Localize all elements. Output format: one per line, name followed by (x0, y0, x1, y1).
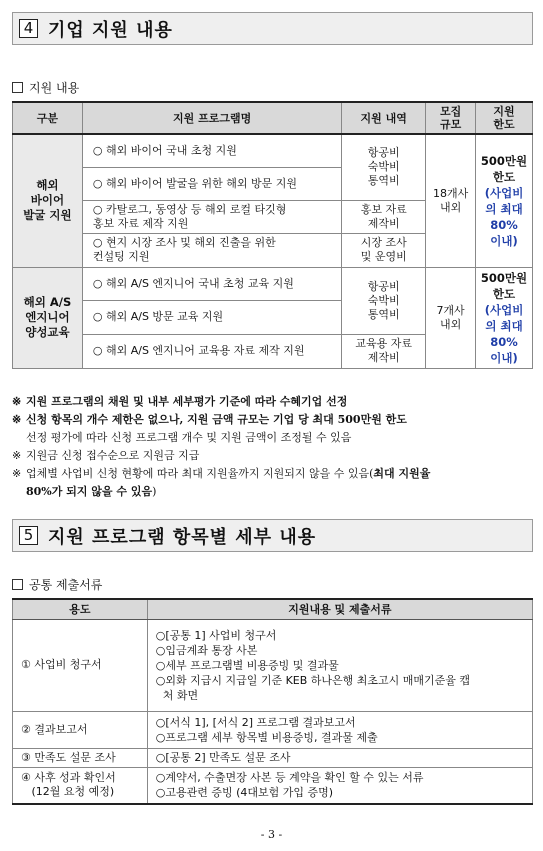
documents-table (12, 598, 533, 805)
scale-cell: 7개사 내외 (426, 267, 476, 368)
limit-ratio: (사업비 의 최대 80% 이내) (484, 185, 524, 248)
docs-cell (147, 767, 532, 804)
support-cell: 홍보 자료 제작비 (342, 200, 426, 233)
note-emphasis: 80%가 되지 않을 수 있음 (26, 485, 153, 498)
section-number: 4 (19, 19, 38, 38)
table-header-row (13, 599, 533, 619)
note-item (12, 447, 533, 465)
note-continuation (12, 483, 533, 501)
use-cell: ② 결과보고서 (13, 711, 148, 748)
page-number: - 3 - (260, 828, 283, 841)
note-mark: ※ (12, 449, 22, 462)
support-cell: 교육용 자료 제작비 (342, 334, 426, 368)
use-cell: ① 사업비 청구서 (13, 619, 148, 711)
use-cell: ④ 사후 성과 확인서 (12월 요청 예정) (13, 767, 148, 804)
program-cell: ○ 카탈로그, 동영상 등 해외 로컬 타깃형 홍보 자료 제작 지원 (82, 200, 341, 233)
program-cell: ○ 해외 바이어 발굴을 위한 해외 방문 지원 (82, 167, 341, 200)
subsection-title (12, 576, 102, 593)
limit-ratio: (사업비 의 최대 80% 이내) (484, 302, 524, 365)
header-scale: 모집 규모 (426, 102, 476, 134)
category-cell: 해외 A/S 엔지니어 양성교육 (13, 267, 83, 368)
table-row (13, 711, 533, 748)
doc-item: ○세부 프로그램별 비용증빙 및 결과물 (155, 658, 339, 672)
scale-cell: 18개사 내외 (426, 134, 476, 267)
support-program-table (12, 101, 533, 369)
support-cell: 항공비 숙박비 통역비 (342, 134, 426, 200)
note-text: 지원금 신청 접수순으로 지원금 지급 (26, 449, 200, 462)
docs-cell (147, 748, 532, 767)
checkbox-icon (12, 579, 23, 590)
doc-item: ○고용관련 증빙 (4대보험 가입 증명) (155, 786, 334, 800)
limit-cell (476, 267, 533, 368)
category-cell: 해외 바이어 발굴 지원 (13, 134, 83, 267)
table-row (13, 267, 533, 300)
limit-amount: 500만원 한도 (480, 153, 528, 184)
note-mark: ※ (12, 413, 22, 426)
doc-item: ○[공통 2] 만족도 설문 조사 (155, 751, 291, 764)
header-limit: 지원 한도 (476, 102, 533, 134)
note-text-part: 업체별 사업비 신청 현황에 따라 최대 지원율까지 지원되지 않을 수 있음( (26, 467, 374, 480)
program-cell: ○ 현지 시장 조사 및 해외 진출을 위한 컨설팅 지원 (82, 233, 341, 267)
section-title: 지원 프로그램 항목별 세부 내용 (48, 526, 317, 548)
support-cell: 항공비 숙박비 통역비 (342, 267, 426, 334)
docs-cell (147, 711, 532, 748)
program-cell: ○ 해외 A/S 엔지니어 교육용 자료 제작 지원 (82, 334, 341, 368)
header-program: 지원 프로그램명 (82, 102, 341, 134)
use-cell: ③ 만족도 설문 조사 (13, 748, 148, 767)
note-text: 신청 항목의 개수 제한은 없으나, 지원 금액 규모는 기업 당 최대 500만원 한도 (26, 413, 407, 426)
section-4-header (12, 12, 533, 45)
table-header-row (13, 102, 533, 134)
section-5-header (12, 519, 533, 552)
limit-cell (476, 134, 533, 267)
note-item (12, 393, 533, 411)
notes-block (12, 393, 533, 501)
support-cell: 시장 조사 및 운영비 (342, 233, 426, 267)
doc-item: ○외화 지급시 지급일 기준 KEB 하나은행 최초고시 매매기준율 캡 처 화면 (155, 673, 471, 702)
note-text: 선정 평가에 따라 신청 프로그램 개수 및 지원 금액이 조정될 수 있음 (26, 431, 352, 444)
subsection-label: 지원 내용 (29, 81, 80, 95)
doc-item: ○[공통 1] 사업비 청구서 (155, 628, 277, 642)
section-number: 5 (19, 526, 38, 545)
header-docs: 지원내용 및 제출서류 (147, 599, 532, 619)
header-support: 지원 내역 (342, 102, 426, 134)
section-title: 기업 지원 내용 (48, 19, 173, 41)
note-mark: ※ (12, 395, 22, 408)
table-row (13, 748, 533, 767)
header-category: 구분 (13, 102, 83, 134)
doc-item: ○[서식 1], [서식 2] 프로그램 결과보고서 (155, 715, 356, 729)
note-text: 지원 프로그램의 채원 및 내부 세부평가 기준에 따라 수혜기업 선정 (26, 395, 348, 408)
note-emphasis: 최대 지원율 (373, 467, 431, 480)
note-text (26, 465, 430, 483)
note-item (12, 465, 533, 483)
doc-item: ○계약서, 수출면장 사본 등 계약을 확인 할 수 있는 서류 (155, 771, 424, 785)
limit-amount: 500만원 한도 (480, 270, 528, 301)
table-row (13, 134, 533, 167)
doc-item: ○프로그램 세부 항목별 비용증빙, 결과물 제출 (155, 730, 378, 744)
program-cell: ○ 해외 A/S 방문 교육 지원 (82, 300, 341, 334)
docs-cell (147, 619, 532, 711)
program-cell: ○ 해외 바이어 국내 초청 지원 (82, 134, 341, 167)
subsection-label: 공통 제출서류 (29, 578, 103, 592)
checkbox-icon (12, 82, 23, 93)
note-mark: ※ (12, 467, 22, 480)
note-text-part: ) (152, 485, 157, 498)
table-row (13, 619, 533, 711)
program-cell: ○ 해외 A/S 엔지니어 국내 초청 교육 지원 (82, 267, 341, 300)
doc-item: ○입금계좌 통장 사본 (155, 643, 258, 657)
header-use: 용도 (13, 599, 148, 619)
table-row (13, 767, 533, 804)
note-item (12, 411, 533, 429)
subsection-title (12, 79, 79, 96)
